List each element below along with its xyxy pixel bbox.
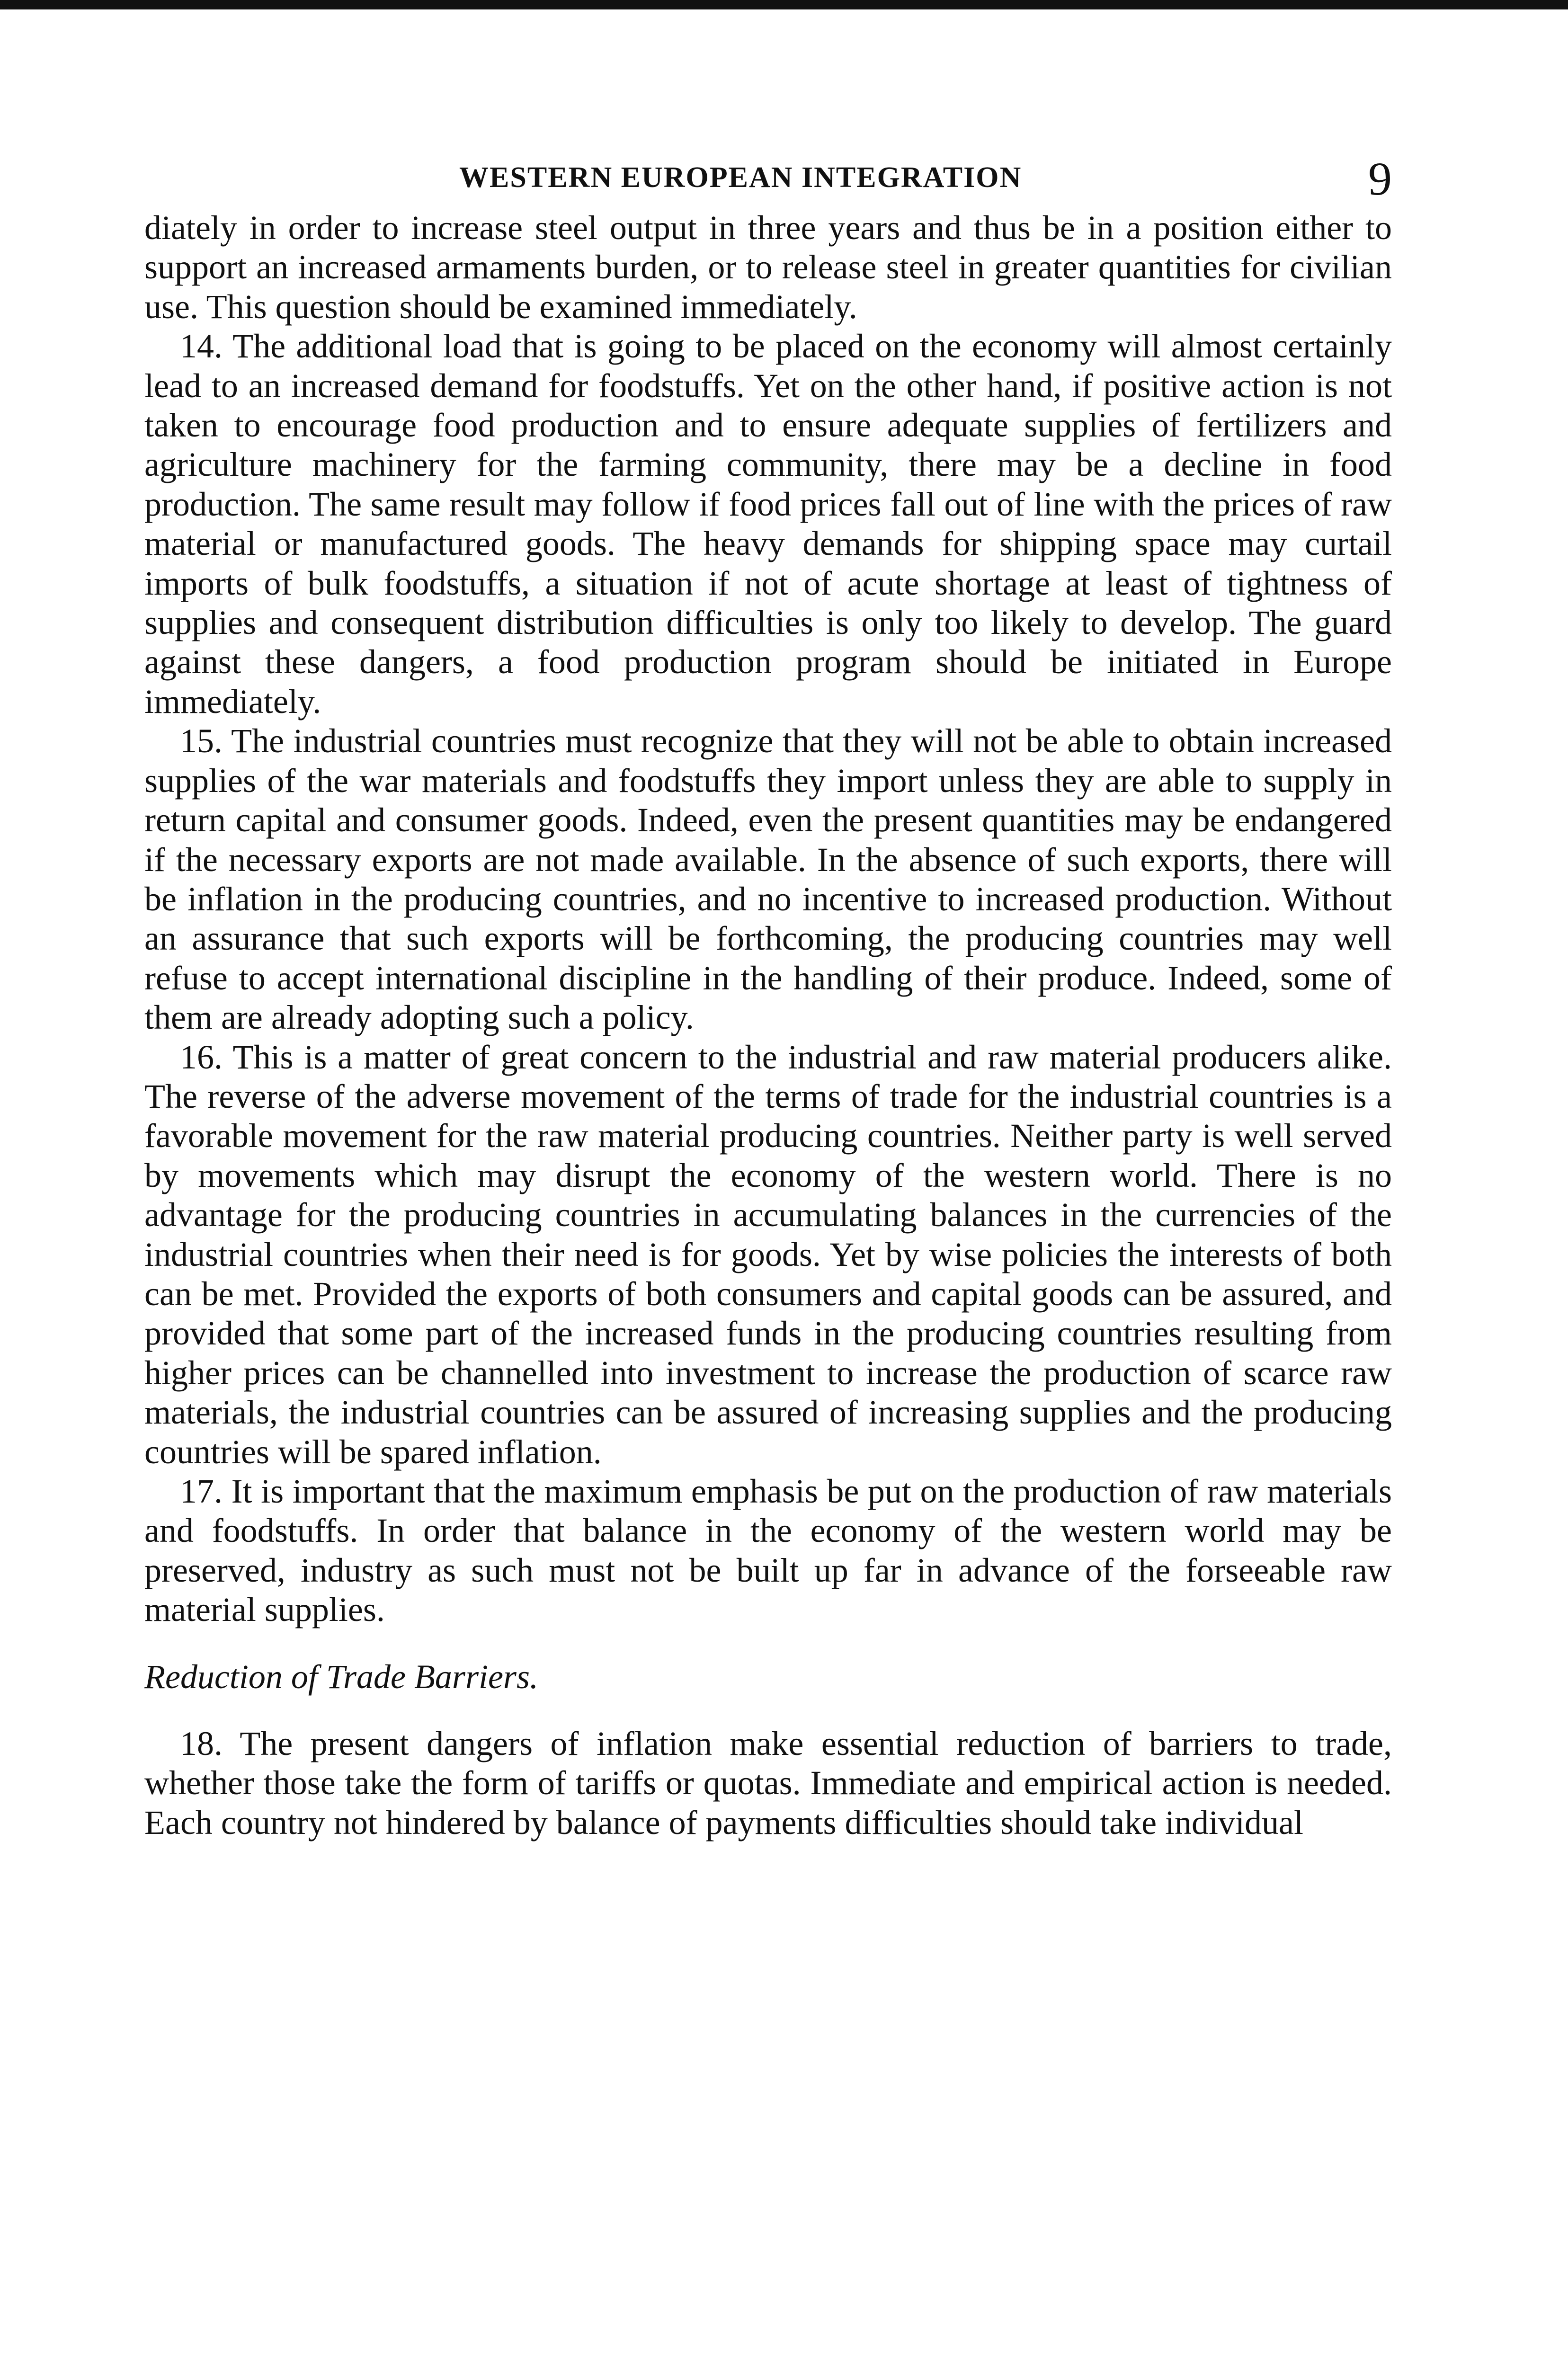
paragraph-continued: diately in order to increase steel output in three years and thus be in a position either to support an increased armaments burden, or to release steel in greater quantities for civilian use. This question should be examined immediately. [144, 209, 1392, 326]
paragraph-17: 17. It is important that the maximum emphasis be put on the production of raw materials and foodstuffs. In order that balance in the economy of the western world may be preserved, industry as such must not be built up far in advance of the forseeable raw material supplies. [144, 1472, 1392, 1629]
section-heading: Reduction of Trade Barriers. [144, 1657, 538, 1696]
running-title: WESTERN EUROPEAN INTEGRATION [459, 161, 1022, 194]
paragraph-16: 16. This is a matter of great concern to the industrial and raw material producers alike. The reverse of the adverse movement of the terms of trade for the industrial countries is a favorable movement for the raw material producing countries. Neither party is well served by movements which may disrupt the economy of the western world. There is no advantage for the producing countries in accumulating balances in the currencies of the industrial countries when their need is for goods. Yet by wise policies the interests of both can be met. Provided the exports of both consumers and capital goods can be assured, and provided that some part of the increased funds in the producing countries resulting from higher prices can be channelled into investment to increase the production of scarce raw materials, the industrial countries can be assured of increasing supplies and the producing countries will be spared inflation. [144, 1038, 1392, 1471]
running-header [144, 142, 1392, 208]
page-number: 9 [1368, 152, 1392, 205]
top-edge-rule [0, 0, 1568, 9]
paragraph-15: 15. The industrial countries must recognize that they will not be able to obtain increased supplies of the war materials and foodstuffs they import unless they are able to supply in return capital and consumer goods. Indeed, even the present quantities may be endangered if the necessary exports are not made available. In the absence of such exports, there will be inflation in the producing countries, and no incentive to increased production. Without an assurance that such exports will be forthcoming, the producing countries may well refuse to accept international discipline in the handling of their produce. Indeed, some of them are already adopting such a policy. [144, 722, 1392, 1037]
body-text [144, 208, 1392, 1842]
paragraph-18: 18. The present dangers of inflation make essential reduction of barriers to trade, whether those take the form of tariffs or quotas. Immediate and empirical action is needed. Each country not hindered by balance of payments difficulties should take individual [144, 1725, 1392, 1842]
paragraph-14: 14. The additional load that is going to be placed on the economy will almost certainly lead to an increased demand for foodstuffs. Yet on the other hand, if positive action is not taken to encourage food production and to ensure adequate supplies of fertilizers and agriculture machinery for the farming community, there may be a decline in food production. The same result may follow if food prices fall out of line with the prices of raw material or manufactured goods. The heavy demands for shipping space may curtail imports of bulk foodstuffs, a situation if not of acute shortage at least of tightness of supplies and consequent distribution difficulties is only too likely to develop. The guard against these dangers, a food production program should be initiated in Europe immediately. [144, 327, 1392, 721]
document-page [144, 142, 1392, 1842]
